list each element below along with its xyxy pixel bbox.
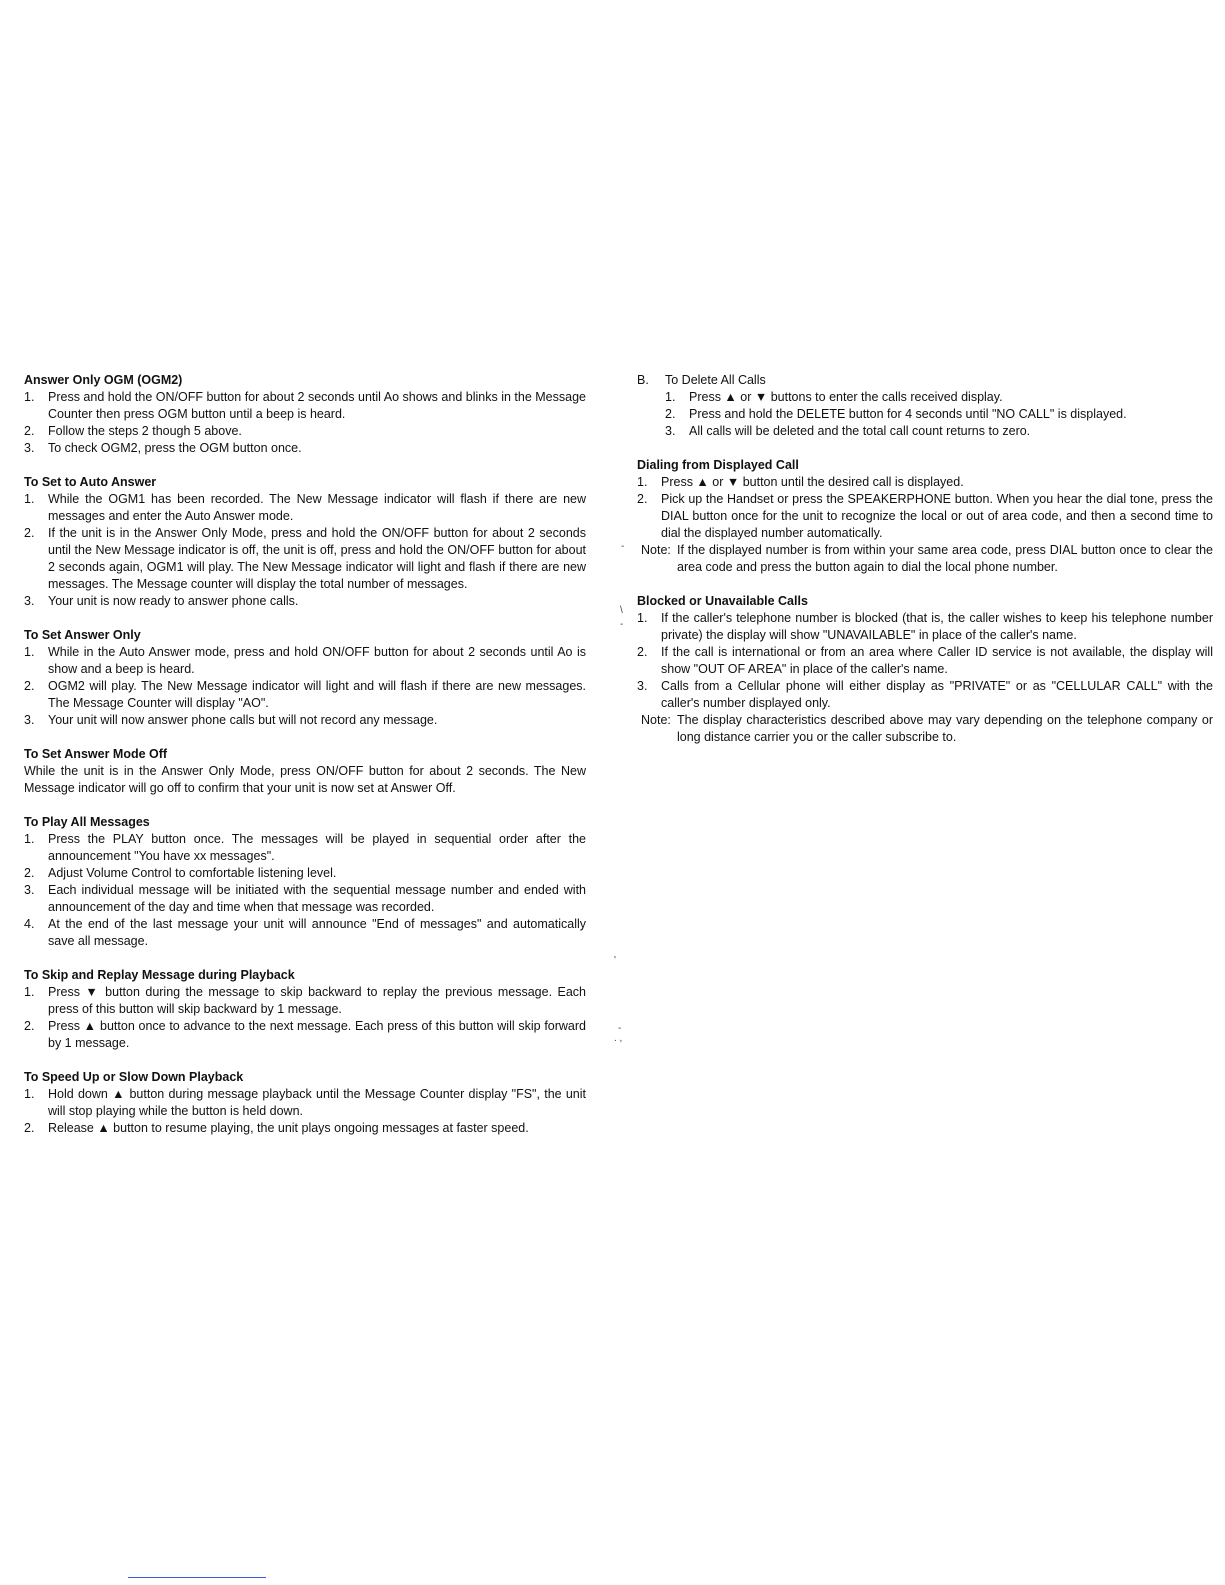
list-item (24, 1018, 586, 1052)
note (637, 712, 1213, 746)
subsection-heading (637, 372, 1213, 389)
item-text: If the unit is in the Answer Only Mode, press and hold the ON/OFF button for about 2 seconds until the New Message indicator is off, the unit is off, press and hold the ON/OFF button for about 2 seconds again, OGM1 will play. The New Message indicator will light and flash if there are new messages. The Message counter will display the total number of messages. (48, 526, 586, 591)
section-set-auto-answer (24, 474, 586, 610)
list-item (637, 491, 1213, 542)
scan-speck: - (620, 619, 624, 630)
section-play-all-messages (24, 814, 586, 950)
section-title: To Set to Auto Answer (24, 475, 157, 489)
list-item (24, 712, 586, 729)
item-number: 1. (637, 611, 648, 625)
step-list (24, 644, 586, 729)
item-number: 3. (24, 713, 35, 727)
item-text: While in the Auto Answer mode, press and hold ON/OFF button for about 2 seconds until Ao is show and a beep is heard. (48, 645, 586, 676)
list-item (24, 1120, 586, 1137)
list-item (24, 831, 586, 865)
item-number: 2. (24, 526, 35, 540)
item-text: Press and hold the ON/OFF button for about 2 seconds until Ao shows and blinks in the Message Counter then press OGM button until a beep is heard. (48, 390, 586, 421)
note-label: Note: (641, 713, 671, 727)
item-number: 1. (24, 390, 35, 404)
list-item (24, 644, 586, 678)
list-item (24, 491, 586, 525)
item-number: 2. (637, 492, 648, 506)
item-number: 3. (24, 441, 35, 455)
item-text: Your unit will now answer phone calls but will not record any message. (48, 713, 438, 727)
list-item (24, 678, 586, 712)
item-text: Your unit is now ready to answer phone calls. (48, 594, 299, 608)
section-blocked-calls (637, 593, 1213, 746)
list-item (24, 389, 586, 423)
section-title: To Skip and Replay Message during Playback (24, 968, 295, 982)
item-text: Press ▼ button during the message to skip backward to replay the previous message. Each press of this button will skip backward by 1 message. (48, 985, 586, 1016)
list-item (637, 610, 1213, 644)
section-title: Blocked or Unavailable Calls (637, 594, 808, 608)
section-answer-only-ogm (24, 372, 586, 457)
list-item (24, 916, 586, 950)
scan-speck: ' (614, 955, 616, 966)
item-number: 1. (665, 390, 676, 404)
list-item (637, 678, 1213, 712)
step-list (24, 389, 586, 457)
subsection-letter: B. (637, 373, 649, 387)
section-title: To Speed Up or Slow Down Playback (24, 1070, 244, 1084)
item-number: 1. (24, 1087, 35, 1101)
item-number: 2. (24, 424, 35, 438)
item-text: Hold down ▲ button during message playback until the Message Counter display "FS", the unit will stop playing while the button is held down. (48, 1087, 586, 1118)
list-item (665, 389, 1213, 406)
item-number: 2. (665, 407, 676, 421)
item-text: Pick up the Handset or press the SPEAKERPHONE button. When you hear the dial tone, press the DIAL button once for the unit to recognize the local or out of area code, and then a second time to dial the displayed number automatically. (661, 492, 1213, 540)
link-underline (128, 1577, 266, 1578)
list-item (637, 644, 1213, 678)
section-delete-all-calls (637, 372, 1213, 440)
note (637, 542, 1213, 576)
item-text: Press and hold the DELETE button for 4 seconds until "NO CALL" is displayed. (689, 407, 1127, 421)
list-item (665, 423, 1213, 440)
section-title: To Set Answer Only (24, 628, 141, 642)
item-number: 3. (665, 424, 676, 438)
item-number: 3. (24, 594, 35, 608)
item-number: 2. (24, 679, 35, 693)
scan-speck: - (618, 1023, 622, 1034)
list-item (24, 525, 586, 593)
right-column (637, 372, 1213, 763)
step-list (24, 491, 586, 610)
item-text: At the end of the last message your unit will announce "End of messages" and automatically save all message. (48, 917, 586, 948)
note-text: The display characteristics described above may vary depending on the telephone company or long distance carrier you or the caller subscribe to. (677, 713, 1213, 744)
list-item (637, 474, 1213, 491)
section-title: Answer Only OGM (OGM2) (24, 373, 183, 387)
item-text: While the OGM1 has been recorded. The New Message indicator will flash if there are new messages and enter the Auto Answer mode. (48, 492, 586, 523)
item-text: To check OGM2, press the OGM button once. (48, 441, 302, 455)
item-text: Each individual message will be initiated with the sequential message number and ended with announcement of the day and time when that message was recorded. (48, 883, 586, 914)
list-item (24, 882, 586, 916)
step-list (24, 1086, 586, 1137)
step-list (637, 389, 1213, 440)
section-paragraph: While the unit is in the Answer Only Mode, press ON/OFF button for about 2 seconds. The New Message indicator will go off to confirm that your unit is now set at Answer Off. (24, 764, 586, 795)
list-item (24, 865, 586, 882)
section-set-answer-only (24, 627, 586, 729)
section-skip-replay (24, 967, 586, 1052)
section-dialing-from-displayed-call (637, 457, 1213, 576)
subsection-title: To Delete All Calls (665, 373, 766, 387)
item-text: Follow the steps 2 though 5 above. (48, 424, 242, 438)
scan-speck: - (621, 541, 625, 552)
section-title: To Play All Messages (24, 815, 150, 829)
item-number: 1. (637, 475, 648, 489)
item-text: OGM2 will play. The New Message indicator will light and will flash if there are new messages. The Message Counter will display "AO". (48, 679, 586, 710)
item-text: If the call is international or from an area where Caller ID service is not available, the display will show "OUT OF AREA" in place of the caller's name. (661, 645, 1213, 676)
list-item (24, 423, 586, 440)
note-text: If the displayed number is from within your same area code, press DIAL button once to clear the area code and press the button again to dial the local phone number. (677, 543, 1213, 574)
left-column (24, 372, 586, 1154)
item-text: All calls will be deleted and the total call count returns to zero. (689, 424, 1031, 438)
item-number: 2. (24, 866, 35, 880)
item-number: 1. (24, 492, 35, 506)
section-set-answer-mode-off (24, 746, 586, 797)
item-text: Adjust Volume Control to comfortable listening level. (48, 866, 337, 880)
list-item (24, 440, 586, 457)
item-number: 1. (24, 645, 35, 659)
note-label: Note: (641, 543, 671, 557)
list-item (665, 406, 1213, 423)
list-item (24, 984, 586, 1018)
item-number: 1. (24, 832, 35, 846)
section-title: Dialing from Displayed Call (637, 458, 799, 472)
item-text: Press ▲ or ▼ button until the desired call is displayed. (661, 475, 964, 489)
item-text: Calls from a Cellular phone will either display as "PRIVATE" or as "CELLULAR CALL" with the caller's number displayed only. (661, 679, 1213, 710)
list-item (24, 1086, 586, 1120)
item-text: Press the PLAY button once. The messages will be played in sequential order after the announcement "You have xx messages". (48, 832, 586, 863)
step-list (24, 831, 586, 950)
item-number: 2. (637, 645, 648, 659)
item-text: If the caller's telephone number is blocked (that is, the caller wishes to keep his telephone number private) the display will show "UNAVAILABLE" in place of the caller's name. (661, 611, 1213, 642)
item-number: 3. (637, 679, 648, 693)
item-number: 3. (24, 883, 35, 897)
list-item (24, 593, 586, 610)
step-list (637, 474, 1213, 542)
section-speed-playback (24, 1069, 586, 1137)
step-list (637, 610, 1213, 712)
scan-speck: . , (614, 1033, 623, 1044)
item-text: Press ▲ or ▼ buttons to enter the calls received display. (689, 390, 1003, 404)
item-text: Press ▲ button once to advance to the next message. Each press of this button will skip forward by 1 message. (48, 1019, 586, 1050)
item-number: 2. (24, 1121, 35, 1135)
item-text: Release ▲ button to resume playing, the unit plays ongoing messages at faster speed. (48, 1121, 529, 1135)
scan-speck: \ (620, 605, 623, 616)
section-title: To Set Answer Mode Off (24, 747, 168, 761)
step-list (24, 984, 586, 1052)
item-number: 1. (24, 985, 35, 999)
item-number: 4. (24, 917, 35, 931)
item-number: 2. (24, 1019, 35, 1033)
